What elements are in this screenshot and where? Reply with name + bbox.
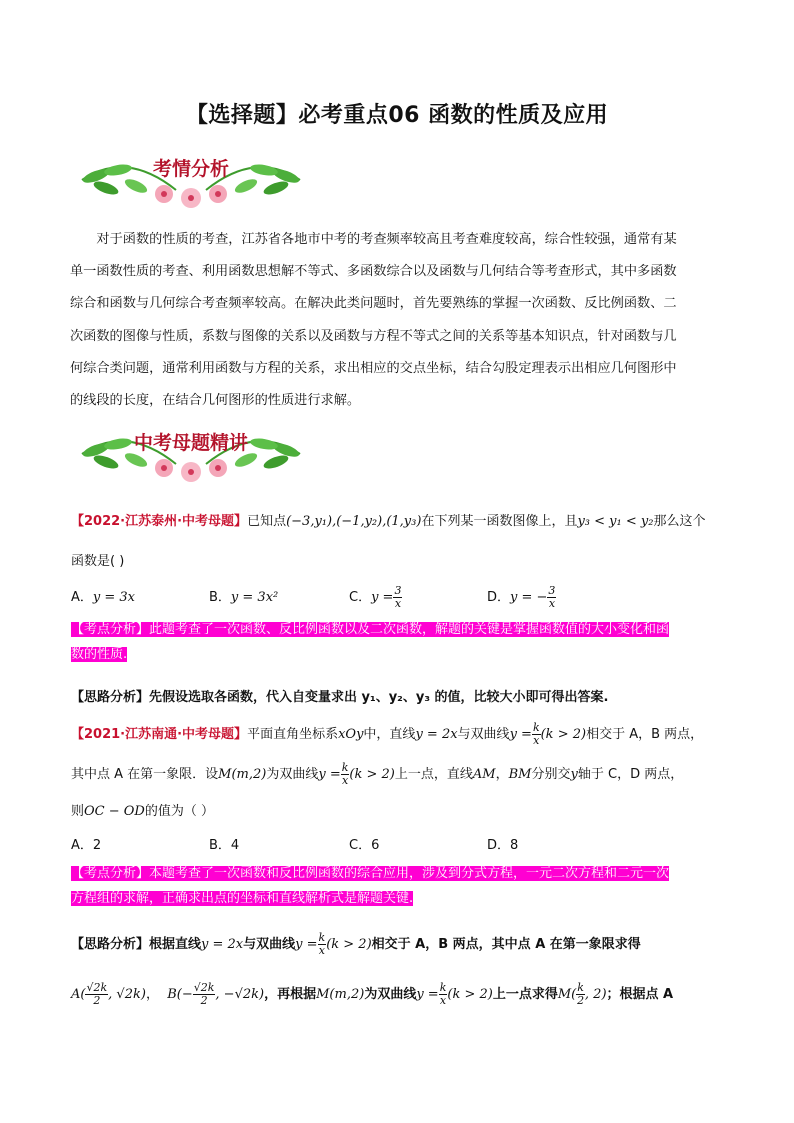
q2-stem-line2: [71, 762, 683, 787]
option-value: y =: [371, 590, 394, 605]
q2-math: M(m,2): [316, 987, 365, 1002]
q1-thinking: 【思路分析】先假设选取各函数，代入自变量求出 y₁、y₂、y₃ 的值，比较大小即可得出答案.: [71, 690, 609, 705]
fraction: [532, 722, 541, 747]
q1-stem-line1: [71, 510, 705, 529]
fraction-numerator: k: [532, 721, 540, 734]
q2-math: y = 2x: [201, 937, 244, 952]
q2-math: (k > 2): [447, 987, 493, 1002]
q2-source: 【2021·江苏南通·中考母题】: [71, 727, 248, 742]
q2-math: y =: [509, 727, 532, 742]
q1-options: [71, 585, 607, 610]
q2-math: y =: [295, 937, 318, 952]
q2-text: 相交于 A，B 两点，: [586, 727, 704, 742]
analysis-line: 【考点分析】此题考查了一次函数、反比例函数以及二次函数，解题的关键是掌握函数值的大小变化和函: [71, 622, 670, 637]
analysis-line: 【考点分析】本题考查了一次函数和反比例函数的综合应用，涉及到分式方程，一元二次方程和二元一次: [71, 866, 670, 881]
q1-text: 已知点: [247, 514, 287, 529]
fraction-denominator: x: [439, 994, 447, 1007]
fraction-numerator: k: [318, 931, 326, 944]
fraction-denominator: x: [533, 734, 540, 747]
q2-text: 与双曲线: [457, 727, 510, 742]
q2-text: 上一点求得: [492, 987, 558, 1002]
option-label: D．: [487, 590, 511, 605]
q2-text: 上一点，直线: [394, 767, 473, 782]
q2-analysis: [71, 862, 721, 911]
fraction-denominator: x: [318, 944, 325, 957]
option-label: A．: [71, 590, 93, 605]
q2-math: OC − OD: [84, 804, 145, 819]
fraction-numerator: √2k: [86, 981, 108, 994]
fraction-numerator: k: [341, 761, 349, 774]
q2-option-d[interactable]: D．8: [487, 838, 519, 853]
q2-text: 为双曲线: [266, 767, 319, 782]
q1-option-d[interactable]: [487, 585, 607, 610]
q1-source: 【2022·江苏泰州·中考母题】: [71, 514, 248, 529]
q2-stem-line1: [71, 722, 703, 747]
fraction-numerator: 3: [548, 584, 556, 597]
q2-math: M(m,2): [218, 767, 267, 782]
option-value: y = −: [510, 590, 548, 605]
fraction: [547, 585, 556, 610]
page-title: 【选择题】必考重点06 函数的性质及应用: [185, 103, 609, 128]
q2-stem-line3: [71, 800, 214, 819]
intro-line: 对于函数的性质的考查，江苏省各地市中考的考查频率较高且考查难度较高，综合性较强，通常有某: [96, 232, 677, 247]
fraction-numerator: 3: [394, 584, 402, 597]
q2-text: 其中点 A 在第一象限．设: [71, 767, 219, 782]
q1-option-c[interactable]: [349, 585, 487, 610]
q2-text: ，: [495, 767, 509, 782]
q2-option-c[interactable]: C．6: [349, 838, 380, 853]
intro-line: 次函数的图像与性质，系数与图像的关系以及函数与方程不等式之间的关系等基本知识点，针对函数与几: [70, 328, 677, 344]
q2-math: B: [167, 987, 177, 1002]
fraction: [318, 932, 327, 957]
fraction-numerator: k: [577, 981, 584, 994]
q2-text: 与双曲线: [243, 937, 296, 952]
q2-math: BM: [508, 767, 532, 782]
q2-math: AM: [472, 767, 496, 782]
fraction-denominator: 2: [577, 994, 585, 1007]
intro-line: 何综合类问题，通常利用函数与方程的关系，求出相应的交点坐标，结合勾股定理表示出相应几何图形中: [70, 360, 677, 376]
section-banner-analysis: [76, 150, 306, 210]
q2-text: 【思路分析】根据直线: [71, 937, 202, 952]
q2-thinking-line2: A( $\frac{√2k}{2}$ , √2k)， B(− $\frac{√2k}{2}$ , −√2k)，再根据M(m,2)为双曲线y = $\frac{k}{x}$ (k > 2)上一点求得M( $\frac{k}{2}$ , 2)；根据点 A: [71, 981, 674, 1007]
q2-math: y: [570, 767, 578, 782]
option-value: y = 3x²: [230, 590, 279, 605]
q1-option-a[interactable]: [71, 586, 209, 605]
q2-math: xOy: [338, 727, 364, 742]
q2-options: [71, 834, 607, 853]
q2-text: ，再根据: [264, 987, 317, 1002]
q1-stem-line2: 函数是( ): [71, 554, 125, 569]
q2-option-a[interactable]: A．2: [71, 838, 102, 853]
q2-math: M: [557, 987, 572, 1002]
q2-math: (k > 2): [540, 727, 587, 742]
intro-line: 单一函数性质的考查、利用函数思想解不等式、多函数综合以及函数与几何结合等考查形式，其中多函数: [70, 264, 677, 280]
option-label: B．: [209, 590, 231, 605]
banner-title: 考情分析: [152, 158, 229, 180]
analysis-line: 方程组的求解，正确求出点的坐标和直线解析式是解题关键.: [71, 890, 414, 906]
q2-math: √2k: [116, 987, 141, 1002]
q2-text: 分别交: [531, 767, 571, 782]
q2-math: y = 2x: [415, 727, 458, 742]
q2-text: 则: [71, 804, 85, 819]
q2-text: 轴于 C，D 两点，: [577, 767, 684, 782]
fraction-denominator: x: [341, 774, 349, 787]
q2-text: ；根据点 A: [606, 987, 674, 1002]
q2-text: 为双曲线: [364, 987, 417, 1002]
fraction: [193, 982, 216, 1007]
fraction: [576, 982, 585, 1007]
intro-line: 的线段的长度，在结合几何图形的性质进行求解。: [70, 393, 361, 409]
q1-text: 在下列某一函数图像上，且: [421, 514, 578, 529]
fraction-denominator: 2: [93, 994, 101, 1007]
q2-math: (k > 2): [326, 937, 372, 952]
fraction: [85, 982, 108, 1007]
fraction-numerator: √2k: [193, 981, 215, 994]
q2-option-b[interactable]: B．4: [209, 838, 240, 853]
q1-option-b[interactable]: [209, 586, 349, 605]
q2-text: 平面直角坐标系: [247, 727, 339, 742]
fraction-denominator: 2: [200, 994, 208, 1007]
q2-text: 的值为（ ）: [144, 804, 214, 819]
q2-math: (k > 2): [349, 767, 395, 782]
fraction: [393, 585, 402, 610]
banner-title: 中考母题精讲: [133, 432, 248, 454]
analysis-line: 数的性质.: [71, 646, 128, 662]
option-value: y = 3x: [92, 590, 136, 605]
intro-paragraph: [70, 224, 725, 417]
fraction-denominator: x: [548, 597, 556, 610]
fraction-denominator: x: [394, 597, 402, 610]
intro-line: 综合和函数与几何综合考查频率较高。在解决此类问题时，首先要熟练的掌握一次函数、反比例函数、二: [70, 296, 677, 312]
q2-math: y =: [416, 987, 439, 1002]
q1-analysis: [71, 618, 721, 667]
q1-text: 那么这个: [653, 514, 706, 529]
q2-math: √2k: [234, 987, 260, 1002]
section-banner-lecture: [76, 424, 306, 484]
q2-math: A: [71, 987, 81, 1002]
q1-inequality: y₃ < y₁ < y₂: [577, 514, 654, 529]
fraction-numerator: k: [439, 981, 447, 994]
q2-text: 中，直线: [363, 727, 416, 742]
q1-points: (−3,y₁),(−1,y₂),(1,y₃): [286, 514, 422, 529]
option-label: C．: [349, 590, 372, 605]
q2-text: 相交于 A，B 两点，其中点 A 在第一象限求得: [371, 937, 641, 952]
q2-thinking-line1: [71, 932, 641, 957]
q2-math: y =: [318, 767, 341, 782]
